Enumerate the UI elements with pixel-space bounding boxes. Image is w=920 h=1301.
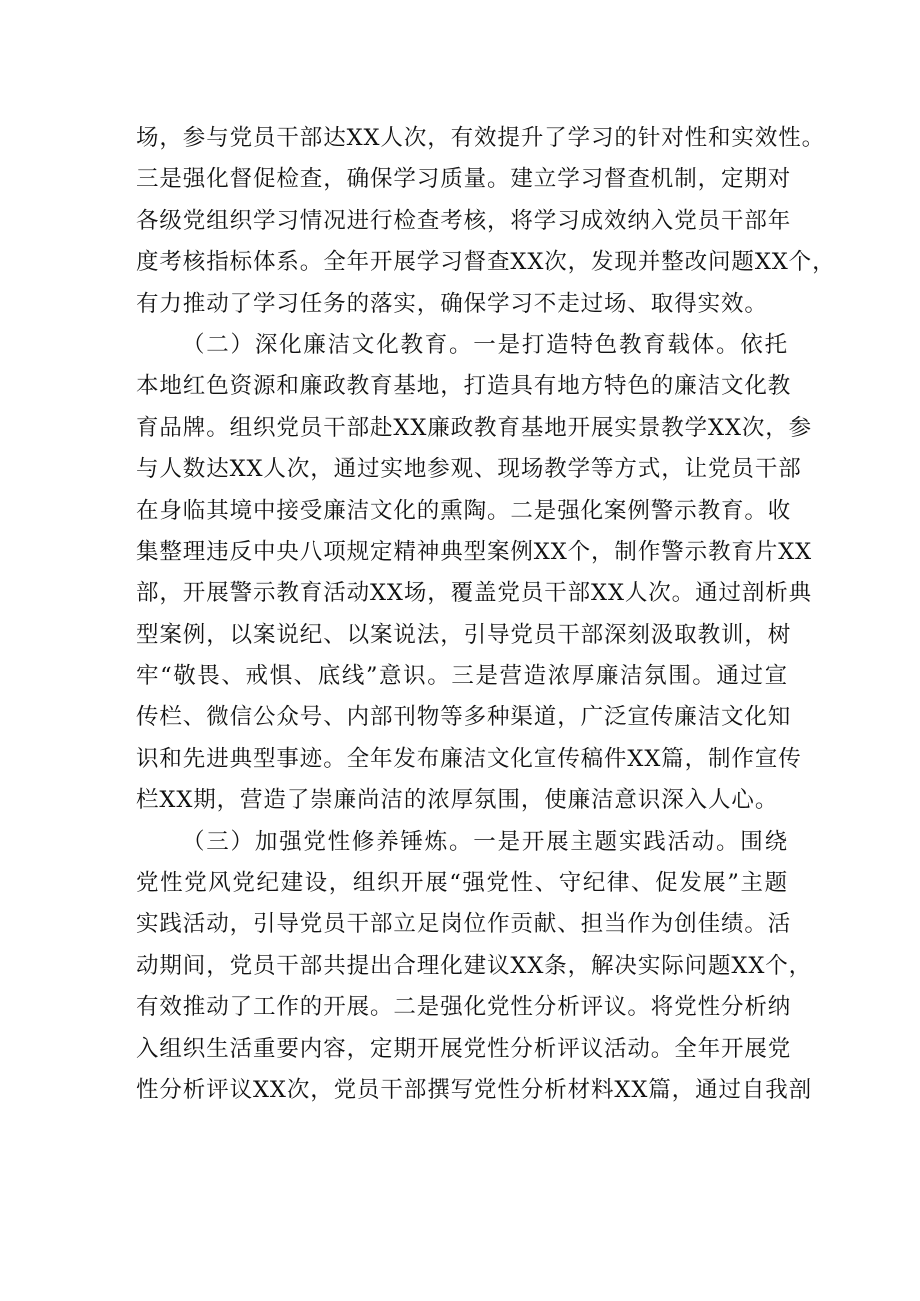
text-line: 牢“敬畏、戒惧、底线”意识。三是营造浓厚廉洁氛围。通过宣 bbox=[136, 663, 788, 690]
text-line: 栏XX期，营造了崇廉尚洁的浓厚氛围，使廉洁意识深入人心。 bbox=[136, 787, 779, 814]
document-page bbox=[136, 118, 836, 1111]
section-heading-line: （三）加强党性修养锤炼。一是开展主题实践活动。围绕 bbox=[182, 828, 788, 855]
text-line: 有效推动了工作的开展。二是强化党性分析评议。将党性分析纳 bbox=[136, 994, 792, 1021]
text-line: 识和先进典型事迹。全年发布廉洁文化宣传稿件XX篇，制作宣传 bbox=[136, 745, 802, 772]
text-line: 本地红色资源和廉政教育基地，打造具有地方特色的廉洁文化教 bbox=[136, 373, 792, 400]
text-line: 有力推动了学习任务的落实，确保学习不走过场、取得实效。 bbox=[136, 290, 768, 317]
text-line: 动期间，党员干部共提出合理化建议XX条，解决实际问题XX个， bbox=[136, 952, 813, 979]
text-line: 部，开展警示教育活动XX场，覆盖党员干部XX人次。通过剖析典 bbox=[136, 580, 813, 607]
text-line: 传栏、微信公众号、内部刊物等多种渠道，广泛宣传廉洁文化知 bbox=[136, 704, 792, 731]
section-heading-line: （二）深化廉洁文化教育。一是打造特色教育载体。依托 bbox=[182, 331, 788, 358]
paragraph-party-spirit bbox=[136, 822, 813, 1112]
text-line: 实践活动，引导党员干部立足岗位作贡献、担当作为创佳绩。活 bbox=[136, 911, 792, 938]
text-line: 三是强化督促检查，确保学习质量。建立学习督查机制，定期对 bbox=[136, 166, 792, 193]
text-line: 型案例，以案说纪、以案说法，引导党员干部深刻汲取教训，树 bbox=[136, 621, 792, 648]
text-line: 在身临其境中接受廉洁文化的熏陶。二是强化案例警示教育。收 bbox=[136, 497, 792, 524]
text-line: 各级党组织学习情况进行检查考核，将学习成效纳入党员干部年 bbox=[136, 207, 792, 234]
paragraph-study-supervision bbox=[136, 118, 836, 325]
text-line: 育品牌。组织党员干部赴XX廉政教育基地开展实景教学XX次，参 bbox=[136, 414, 813, 441]
paragraph-integrity-culture bbox=[136, 325, 813, 822]
text-line: 场，参与党员干部达XX人次，有效提升了学习的针对性和实效性。 bbox=[136, 125, 826, 151]
text-line: 入组织生活重要内容，定期开展党性分析评议活动。全年开展党 bbox=[136, 1035, 792, 1062]
text-line: 与人数达XX人次，通过实地参观、现场教学等方式，让党员干部 bbox=[136, 456, 802, 483]
text-line: 党性党风党纪建设，组织开展“强党性、守纪律、促发展”主题 bbox=[136, 870, 788, 897]
text-line: 度考核指标体系。全年开展学习督查XX次，发现并整改问题XX个， bbox=[136, 249, 836, 276]
text-line: 集整理违反中央八项规定精神典型案例XX个，制作警示教育片XX bbox=[136, 538, 813, 565]
text-line: 性分析评议XX次，党员干部撰写党性分析材料XX篇，通过自我剖 bbox=[136, 1076, 813, 1103]
